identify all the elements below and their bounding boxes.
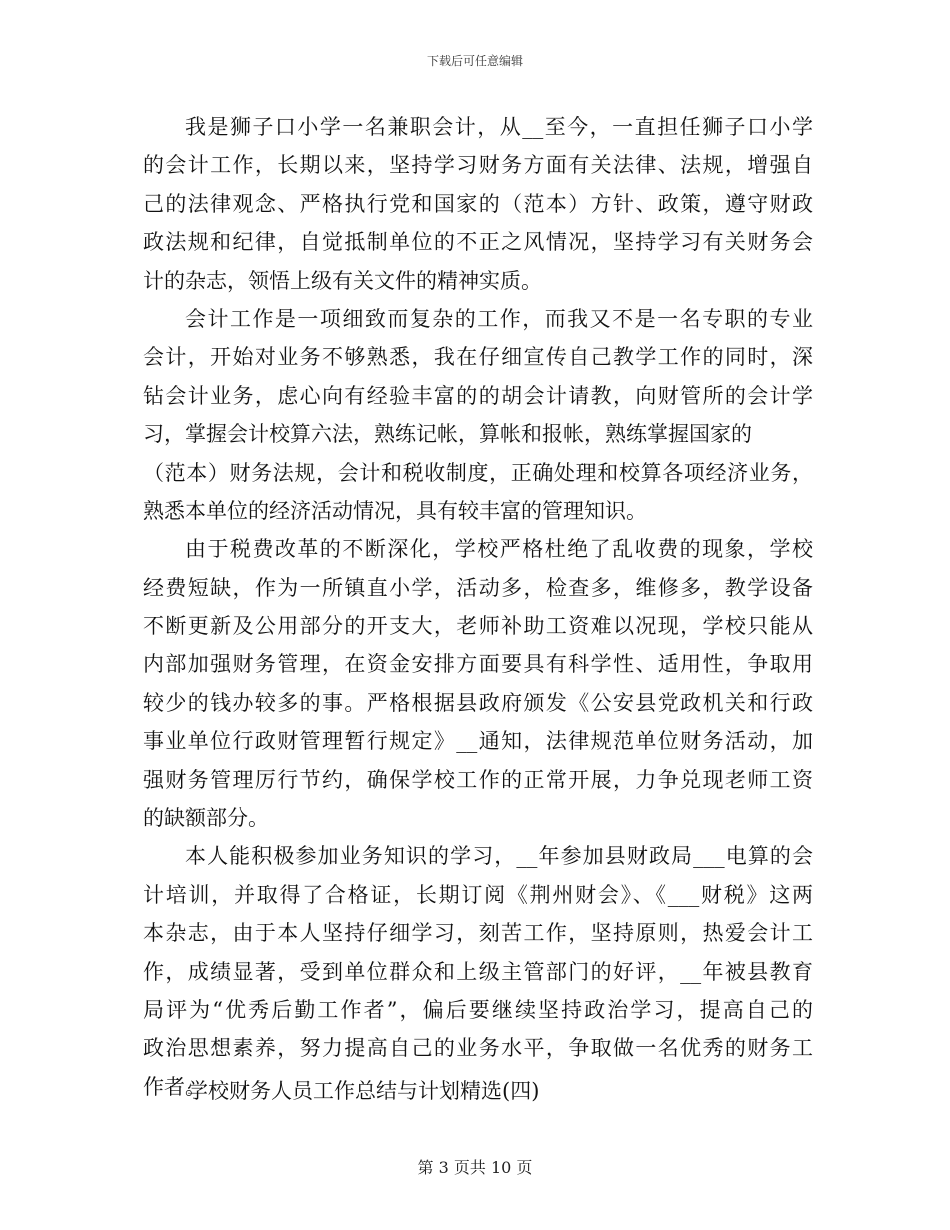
paragraph-line: 己的法律观念、严格执行党和国家的（范本）方针、政策，遵守财政	[143, 191, 813, 216]
page-number: 第 3 页共 10 页	[417, 1158, 533, 1177]
paragraph-line: 政法规和纪律，自觉抵制单位的不正之风情况，坚持学习有关财务会	[143, 230, 813, 255]
paragraph-line: 习，掌握会计校算六法，熟练记帐，算帐和报帐，熟练掌握国家的	[143, 422, 752, 447]
paragraph-line: 计培训，并取得了合格证，长期订阅《荆州财会》、《___财税》这两	[143, 882, 813, 907]
paragraph-line: 作者。	[143, 1074, 206, 1099]
paragraph-line: 会计，开始对业务不够熟悉，我在仔细宣传自己教学工作的同时，深	[143, 345, 813, 370]
paragraph-line: 局评为“优秀后勤工作者”，偏后要继续坚持政治学习，提高自己的	[143, 997, 813, 1022]
paragraph-line: 本人能积极参加业务知识的学习，__年参加县财政局___电算的会	[185, 844, 813, 869]
page-header: 下载后可任意编辑	[426, 54, 523, 68]
paragraph-line: 熟悉本单位的经济活动情况，具有较丰富的管理知识。	[143, 498, 647, 523]
paragraph-line: 政治思想素养，努力提高自己的业务水平，争取做一名优秀的财务工	[143, 1036, 813, 1061]
paragraph-line: 经费短缺，作为一所镇直小学，活动多，检查多，维修多，教学设备	[143, 575, 813, 600]
paragraph-line: （范本）财务法规，会计和税收制度，正确处理和校算各项经济业务，	[143, 460, 813, 485]
paragraph-line: 我是狮子口小学一名兼职会计，从__至今，一直担任狮子口小学	[185, 115, 813, 139]
paragraph-line: 事业单位行政财管理暂行规定》__通知，法律规范单位财务活动，加	[143, 729, 813, 754]
paragraph-line: 钻会计业务，虑心向有经验丰富的的胡会计请教，向财管所的会计学	[143, 383, 813, 408]
paragraph-line: 本杂志，由于本人坚持仔细学习，刻苦工作，坚持原则，热爱会计工	[143, 921, 813, 946]
paragraph-line: 作，成绩显著，受到单位群众和上级主管部门的好评，__年被县教育	[143, 959, 813, 984]
paragraph-line: 强财务管理厉行节约，确保学校工作的正常开展，力争兑现老师工资	[143, 767, 813, 792]
section-heading: 学校财务人员工作总结与计划精选(四)	[187, 1079, 540, 1103]
paragraph-line: 不断更新及公用部分的开支大，老师补助工资难以况现，学校只能从	[143, 614, 813, 639]
paragraph-line: 内部加强财务管理，在资金安排方面要具有科学性、适用性，争取用	[143, 652, 813, 677]
paragraph-line: 的会计工作，长期以来，坚持学习财务方面有关法律、法规，增强自	[143, 153, 813, 178]
paragraph-line: 的缺额部分。	[143, 806, 269, 831]
paragraph-line: 较少的钱办较多的事。严格根据县政府颁发《公安县党政机关和行政	[143, 690, 813, 715]
document-body	[143, 108, 813, 1106]
paragraph-line: 计的杂志，领悟上级有关文件的精神实质。	[143, 268, 542, 293]
paragraph-line: 由于税费改革的不断深化，学校严格杜绝了乱收费的现象，学校	[185, 537, 813, 562]
paragraph-line: 会计工作是一项细致而复杂的工作，而我又不是一名专职的专业	[185, 306, 813, 331]
